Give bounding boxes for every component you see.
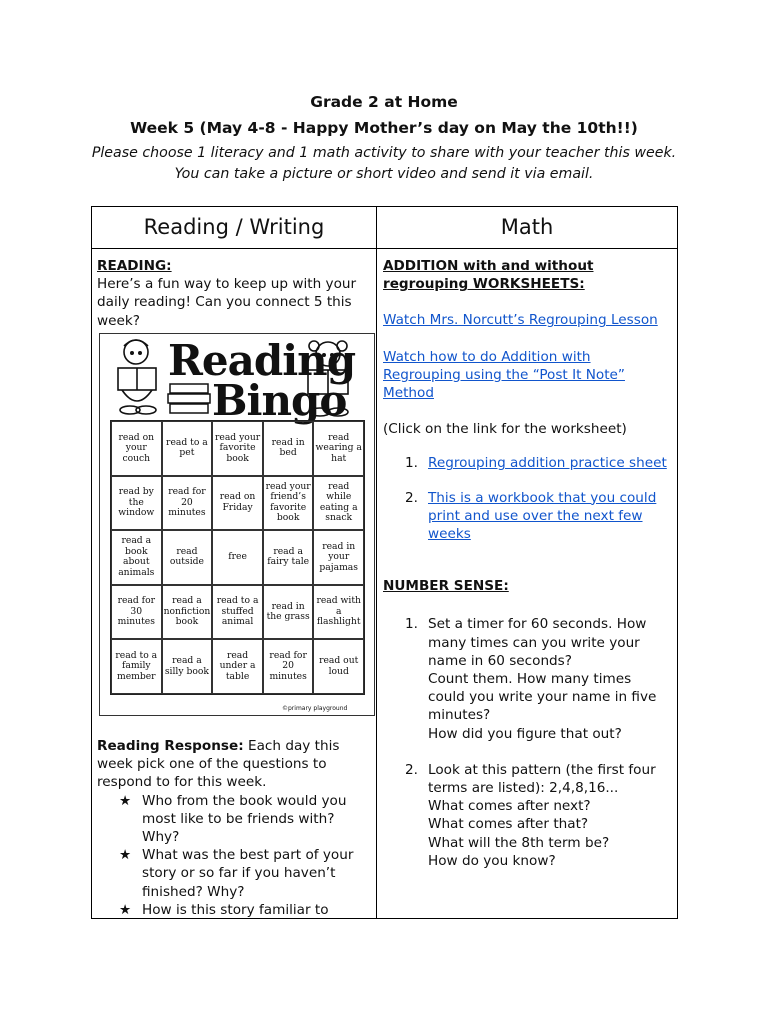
bingo-title-reading: Reading [168,336,356,385]
bingo-cell: read on Friday [212,476,263,531]
header-divider [91,248,678,249]
worksheet-item [383,489,671,544]
column-divider [376,206,377,919]
math-content [383,257,671,870]
number-sense-line: What will the 8th term be? [428,834,610,851]
number-sense-item [383,761,671,870]
bingo-cell: read with a flashlight [313,585,364,640]
bingo-cell: free [212,530,263,585]
reading-response-text: Each day this week pick one of the questions to respond to for this week. [97,738,340,791]
bingo-cell: read your friend’s favorite book [263,476,314,531]
bingo-cell: read in bed [263,421,314,476]
number-sense-line: How did you figure that out? [428,725,622,742]
regrouping-lesson-link[interactable]: Watch Mrs. Norcutt’s Regrouping Lesson [383,312,658,329]
number-sense-item [383,615,671,742]
reading-text: Here’s a fun way to keep up with your daily reading! Can you connect 5 this week? [97,276,357,329]
number-sense-line: What comes after that? [428,816,589,833]
reading-questions-list [97,792,369,919]
star-icon: ★ [119,847,132,864]
star-icon: ★ [119,901,132,918]
week-heading: Week 5 (May 4-8 - Happy Mother’s day on May the 10th!!) [130,119,638,137]
worksheet-list [383,454,671,543]
list-number: 2. [405,489,418,506]
bingo-cell: read your favorite book [212,421,263,476]
list-number: 2. [405,761,418,778]
list-number: 1. [405,616,418,633]
click-note: (Click on the link for the worksheet) [383,421,627,438]
bingo-cell: read in the grass [263,585,314,640]
bingo-cell: read wearing a hat [313,421,364,476]
reading-response [97,737,369,919]
star-icon: ★ [119,792,132,809]
worksheet-item [383,454,671,472]
bingo-cell: read to a family member [111,639,162,694]
number-sense-line: Count them. How many times could you write your name in five minutes? [428,671,657,724]
bingo-cell: read on your couch [111,421,162,476]
bingo-cell: read under a table [212,639,263,694]
reading-label: READING: [97,258,172,274]
bingo-cell: read a book about animals [111,530,162,585]
bingo-cell: read a silly book [162,639,213,694]
number-sense-line: Set a timer for 60 seconds. How many times can you write your name in 60 seconds? [428,616,647,669]
worksheet-link[interactable]: This is a workbook that you could print and use over the next few weeks [428,489,657,543]
bingo-cell: read by the window [111,476,162,531]
bingo-cell: read for 20 minutes [263,639,314,694]
number-sense-line: What comes after next? [428,798,591,815]
bingo-cell: read to a stuffed animal [212,585,263,640]
reading-question-text: How is this story familiar to [142,901,329,918]
reading-question [97,846,369,901]
bingo-title-bingo: Bingo [212,376,347,425]
reading-question [97,792,369,847]
book-stack-icon [168,384,210,413]
reading-question [97,901,369,919]
post-it-method-link[interactable]: Watch how to do Addition with Regrouping using the “Post It Note” Method [383,348,625,402]
bingo-cell: read to a pet [162,421,213,476]
reading-question-text: Who from the book would you most like to be friends with? Why? [142,792,347,846]
bingo-grid [110,420,365,695]
bingo-cell: read outside [162,530,213,585]
number-sense-list [383,615,671,870]
reading-writing-heading: Reading / Writing [143,215,325,239]
bingo-cell: read for 20 minutes [162,476,213,531]
bingo-credit: ©primary playground [282,705,348,712]
bingo-cell: read while eating a snack [313,476,364,531]
document-title: Grade 2 at Home [310,93,458,111]
reading-question-text: What was the best part of your story or so far if you haven’t finished? Why? [142,847,354,900]
reading-response-label: Reading Response: [97,738,244,754]
math-heading: Math [500,215,554,239]
reading-intro [97,257,369,330]
bingo-cell: read a nonfiction book [162,585,213,640]
addition-label: ADDITION with and without regrouping WORKSHEETS: [383,258,594,293]
list-number: 1. [405,455,418,472]
bingo-cell: read for 30 minutes [111,585,162,640]
number-sense-label: NUMBER SENSE: [383,578,509,595]
bingo-cell: read in your pajamas [313,530,364,585]
number-sense-line: Look at this pattern (the first four terms are listed): 2,4,8,16... [428,761,656,797]
worksheet-link[interactable]: Regrouping addition practice sheet [428,455,667,472]
intro-text: Please choose 1 literacy and 1 math activity to share with your teacher this week. You can take a picture or short video and send it via email. [91,145,677,182]
boy-reading-icon [118,340,156,414]
bingo-cell: read out loud [313,639,364,694]
number-sense-line: How do you know? [428,852,556,869]
bingo-cell: read a fairy tale [263,530,314,585]
